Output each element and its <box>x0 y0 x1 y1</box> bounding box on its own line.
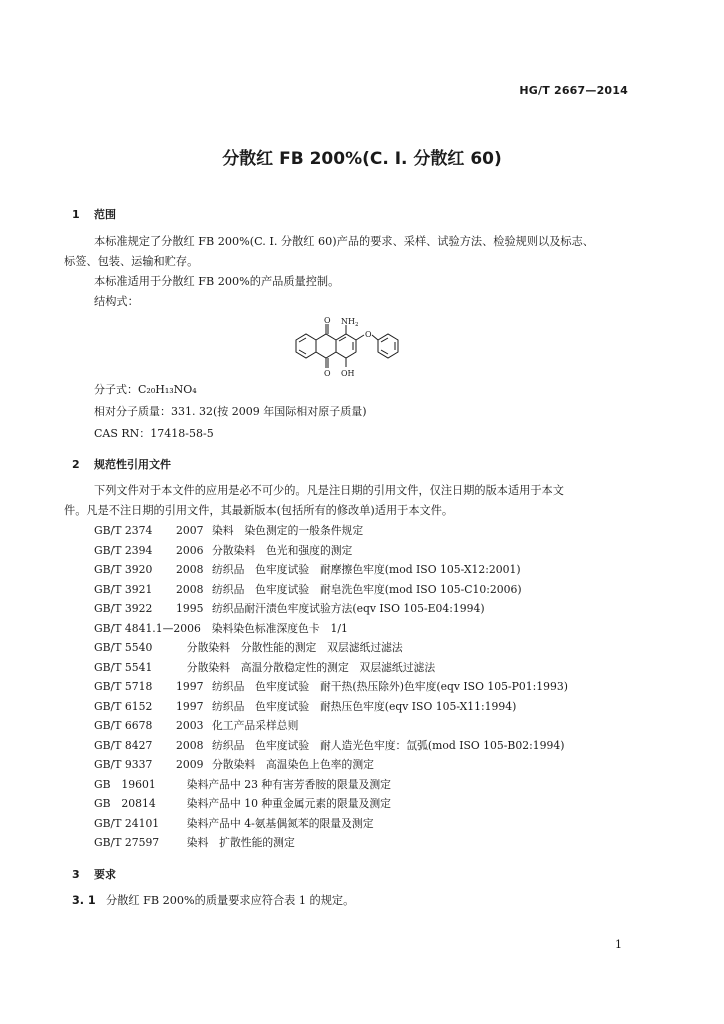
reference-title: 纺织品 色牢度试验 耐干热(热压除外)色牢度(eqv ISO 105-P01:1993) <box>212 680 568 693</box>
section-number: 2 <box>72 458 80 471</box>
amino-group-label: $NH_2$ <box>341 317 359 328</box>
molecular-formula-line <box>94 381 197 398</box>
molecular-mass-line: 相对分子质量：331. 32(按 2009 年国际相对原子质量) <box>94 405 367 418</box>
references-intro <box>64 481 660 521</box>
reference-item <box>94 833 568 853</box>
reference-year: 2006 <box>176 543 204 557</box>
reference-title: 化工产品采样总则 <box>212 719 299 732</box>
reference-title: 染料染色标准深度色卡 1/1 <box>211 621 348 635</box>
structural-formula-diagram <box>286 314 416 378</box>
reference-code: GB/T 9337 <box>94 758 153 771</box>
reference-item <box>94 794 568 814</box>
reference-title: 染料产品中 10 种重金属元素的限量及测定 <box>186 797 391 810</box>
reference-code: GB/T 3922 <box>94 602 153 615</box>
reference-code: GB/T 2394 <box>94 543 153 557</box>
section-title: 规范性引用文件 <box>94 458 171 471</box>
scope-paragraph <box>64 232 660 312</box>
reference-code: GB/T 3921 <box>94 582 153 596</box>
reference-year: 1997 <box>176 699 204 713</box>
reference-year: 2008 <box>176 563 204 576</box>
reference-code: GB/T 5541 <box>94 660 153 674</box>
document-title: 分散红 FB 200%(C. I. 分散红 60) <box>222 149 502 169</box>
reference-title: 分散染料 高温染色上色率的测定 <box>212 758 374 771</box>
section-1-heading <box>72 206 116 222</box>
reference-title: 纺织品 色牢度试验 耐摩擦色牢度(mod ISO 105-X12:2001) <box>212 563 521 576</box>
reference-code: GB 20814 <box>94 797 156 810</box>
molecular-formula: C₂₀H₁₃NO₄ <box>138 383 197 396</box>
reference-item <box>94 775 568 795</box>
page-number: 1 <box>615 938 622 951</box>
section-3-heading <box>72 866 116 882</box>
normative-references-list <box>94 521 568 853</box>
reference-item <box>94 736 568 756</box>
reference-item <box>94 658 568 678</box>
section-title: 范围 <box>94 208 116 221</box>
reference-year: 2008 <box>176 738 204 752</box>
reference-title: 染料 扩散性能的测定 <box>186 836 295 849</box>
reference-code: GB/T 8427 <box>94 738 153 752</box>
reference-title: 纺织品 色牢度试验 耐皂洗色牢度(mod ISO 105-C10:2006) <box>212 582 522 596</box>
applicability-line: 本标准适用于分散红 FB 200%的产品质量控制。 <box>94 275 340 288</box>
clause-3-1 <box>72 892 354 908</box>
reference-item <box>94 697 568 717</box>
reference-year: 2007 <box>176 524 204 537</box>
reference-item <box>94 755 568 775</box>
intro-line-2: 件。凡是不注日期的引用文件，其最新版本(包括所有的修改单)适用于本文件。 <box>64 504 454 517</box>
reference-title: 分散染料 高温分散稳定性的测定 双层滤纸过滤法 <box>186 660 436 674</box>
section-title: 要求 <box>94 868 116 881</box>
section-number: 1 <box>72 208 80 221</box>
reference-code: GB/T 4841.1—2006 <box>94 621 201 635</box>
formula-label: 分子式： <box>94 383 138 396</box>
reference-year: 1995 <box>176 602 204 615</box>
section-number: 3 <box>72 868 80 881</box>
reference-title: 纺织品 色牢度试验 耐热压色牢度(eqv ISO 105-X11:1994) <box>212 699 517 713</box>
clause-text: 分散红 FB 200%的质量要求应符合表 1 的规定。 <box>106 894 355 907</box>
cas-number-line: CAS RN：17418-58-5 <box>94 427 214 440</box>
reference-code: GB/T 6678 <box>94 719 153 732</box>
reference-item <box>94 521 568 541</box>
reference-item <box>94 619 568 639</box>
reference-year: 2009 <box>176 758 204 771</box>
reference-item <box>94 560 568 580</box>
reference-code: GB 19601 <box>94 777 156 791</box>
scope-line-1: 本标准规定了分散红 FB 200%(C. I. 分散红 60)产品的要求、采样、试验方法、检验规则以及标志、 <box>94 235 594 248</box>
reference-code: GB/T 6152 <box>94 699 153 713</box>
intro-line-1: 下列文件对于本文件的应用是必不可少的。凡是注日期的引用文件，仅注日期的版本适用于本文 <box>94 484 564 497</box>
reference-year: 1997 <box>176 680 204 693</box>
structure-label: 结构式： <box>94 295 139 308</box>
reference-code: GB/T 3920 <box>94 563 153 576</box>
reference-year: 2003 <box>176 719 204 732</box>
clause-number: 3. 1 <box>72 894 96 907</box>
reference-item <box>94 580 568 600</box>
reference-code: GB/T 5540 <box>94 641 153 654</box>
hydroxyl-group-label: OH <box>341 369 355 378</box>
reference-year: 2008 <box>176 582 204 596</box>
standard-number: HG/T 2667—2014 <box>519 84 628 97</box>
reference-code: GB/T 5718 <box>94 680 153 693</box>
reference-item <box>94 814 568 834</box>
ether-oxygen-label: O <box>365 330 372 339</box>
reference-title: 染料产品中 4-氨基偶氮苯的限量及测定 <box>186 816 374 830</box>
benzene-ring-left <box>296 334 316 358</box>
reference-title: 分散染料 色光和强度的测定 <box>212 543 353 557</box>
reference-item <box>94 541 568 561</box>
carbonyl-o-top: O <box>324 316 331 325</box>
reference-item <box>94 638 568 658</box>
reference-item <box>94 599 568 619</box>
reference-title: 染料 染色测定的一般条件规定 <box>212 524 364 537</box>
quinone-ring <box>316 334 336 358</box>
reference-item <box>94 716 568 736</box>
reference-code: GB/T 24101 <box>94 816 160 830</box>
reference-code: GB/T 2374 <box>94 524 153 537</box>
scope-line-2: 标签、包装、运输和贮存。 <box>64 255 199 268</box>
carbonyl-o-bottom: O <box>324 369 331 378</box>
reference-title: 纺织品 色牢度试验 耐人造光色牢度：氙弧(mod ISO 105-B02:1994) <box>212 738 565 752</box>
reference-title: 分散染料 分散性能的测定 双层滤纸过滤法 <box>186 641 403 654</box>
reference-item <box>94 677 568 697</box>
section-2-heading <box>72 456 171 472</box>
reference-title: 染料产品中 23 种有害芳香胺的限量及测定 <box>186 777 391 791</box>
reference-title: 纺织品耐汗渍色牢度试验方法(eqv ISO 105-E04:1994) <box>212 602 485 615</box>
reference-code: GB/T 27597 <box>94 836 160 849</box>
